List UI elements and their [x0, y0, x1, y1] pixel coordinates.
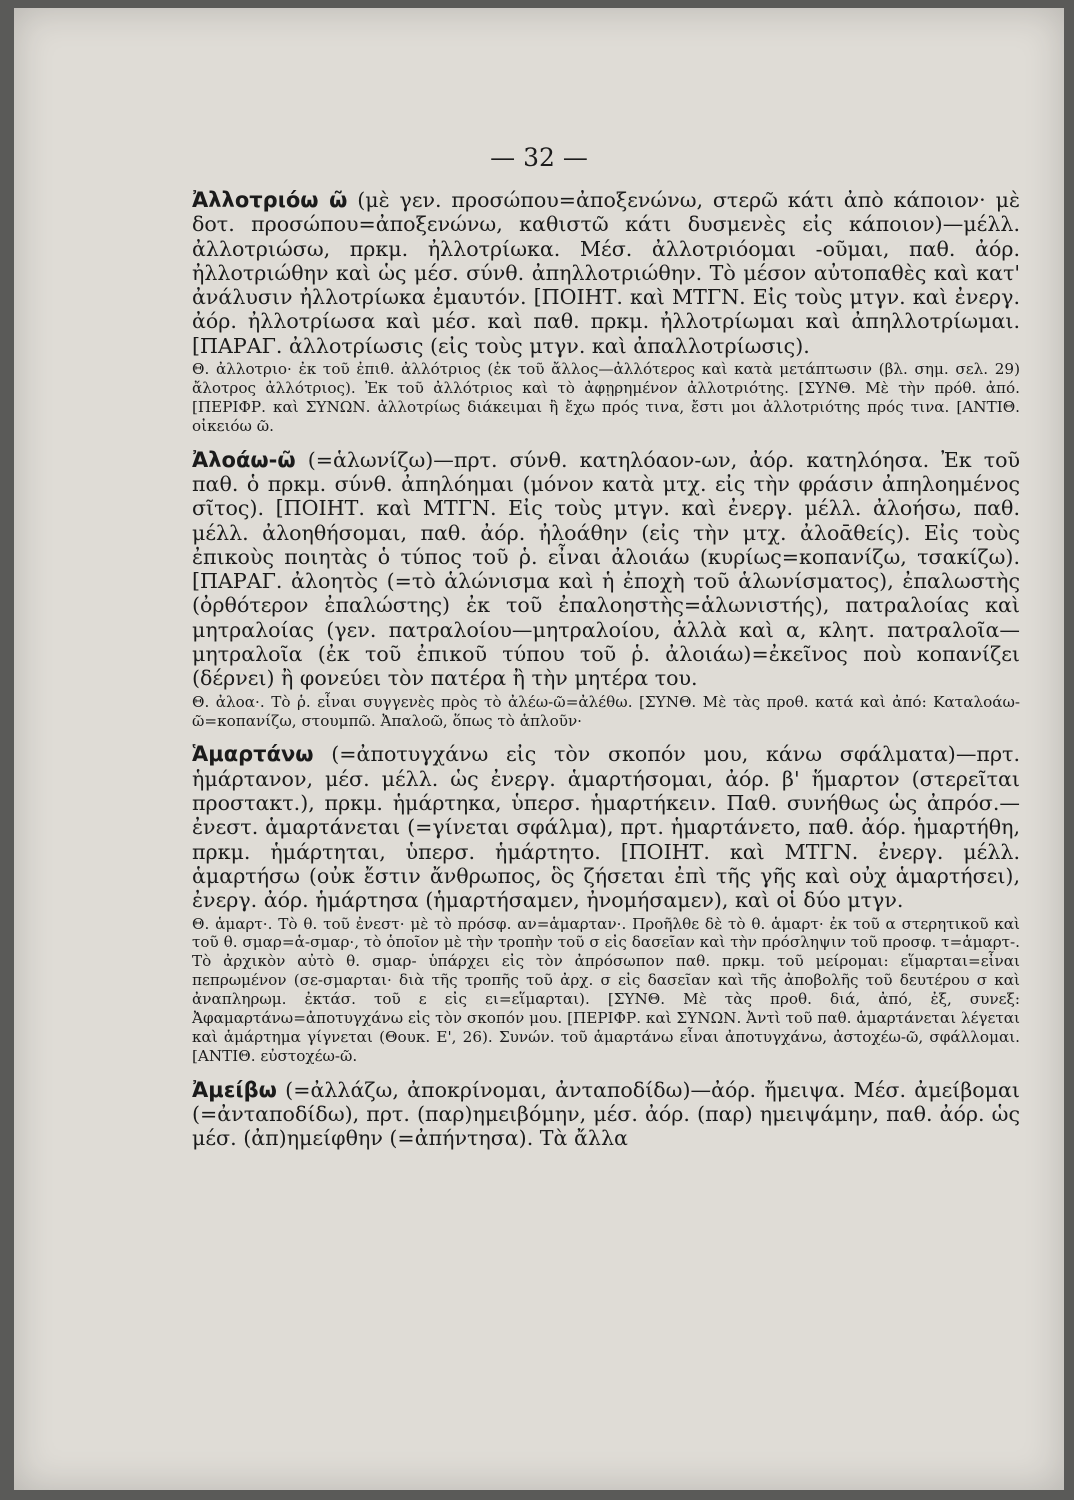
page-sheet: [14, 8, 1064, 1490]
entry-text: (μὲ γεν. προσώπου=ἀποξενώνω, στερῶ κάτι ἀπὸ κάποιον· μὲ δοτ. προσώπου=ἀποξενώνω, καθιστῶ κάτι δυσμενὲς εἰς κάποιον)—μέλλ. ἀλλοτριώσω, πρκμ. ἠλλοτρίωκα. Μέσ. ἀλλοτριόομαι -οῦμαι, παθ. ἀόρ. ἠλλοτριώθην καὶ ὡς μέσ. σύνθ. ἀπηλλοτριώθην. Τὸ μέσον αὐτοπαθὲς καὶ κατ' ἀνάλυσιν ἠλλοτρίωκα ἐμαυτόν. [ΠΟΙΗΤ. καὶ ΜΤΓΝ. Εἰς τοὺς μτγν. καὶ ἐνεργ. ἀόρ. ἠλλοτρίωσα καὶ μέσ. καὶ παθ. πρκμ. ἠλλοτρίωμαι καὶ ἀπηλλοτρίωμαι. [ΠΑΡΑΓ. ἀλλοτρίωσις (εἰς τοὺς μτγν. καὶ ἀπαλλοτρίωσις).: [192, 188, 1020, 358]
entry-text: (=ἁλωνίζω)—πρτ. σύνθ. κατηλόαον-ων, ἀόρ. κατηλόησα. Ἐκ τοῦ παθ. ὁ πρκμ. σύνθ. ἀπηλόημαι (μόνον κατὰ μτχ. εἰς τὴν φράσιν ἀπηλοημένος σῖτος). [ΠΟΙΗΤ. καὶ ΜΤΓΝ. Εἰς τοὺς μτγν. καὶ ἐνεργ. μέλλ. ἀλοήσω, παθ. μέλλ. ἀλοηθήσομαι, παθ. ἀόρ. ἠλοάθην (εἰς τὴν μτχ. ἀλοᾱθείς). Εἰς τοὺς ἐπικοὺς ποιητὰς ὁ τύπος τοῦ ῥ. εἶναι ἀλοιάω (κυρίως=κοπανίζω, τσακίζω). [ΠΑΡΑΓ. ἀλοητὸς (=τὸ ἁλώνισμα καὶ ἡ ἐποχὴ τοῦ ἁλωνίσματος), ἐπαλωστὴς (ὀρθότερον ἐπαλώστης) ἐκ τοῦ ἐπαλοηστὴς=ἁλωνιστής), πατραλοίας καὶ μητραλοίας (γεν. πατραλοίου—μητραλοίου, ἀλλὰ καὶ α, κλητ. πατραλοῖα—μητραλοῖα (ἐκ τοῦ ἐπικοῦ τύπου τοῦ ῥ. ἀλοιάω)=ἐκεῖνος ποὺ κοπανίζει (δέρνει) ἢ φονεύει τὸν πατέρα ἢ τὴν μητέρα του.: [192, 447, 1020, 691]
page-body: [192, 188, 1020, 1151]
headword: Ἁμαρτάνω: [192, 742, 314, 767]
headword: Ἀλοάω-ῶ: [192, 447, 296, 472]
headword: Ἀμείβω: [192, 1077, 277, 1102]
entry-ameibo: [192, 1078, 1020, 1151]
entry-text: (=ἀλλάζω, ἀποκρίνομαι, ἀνταποδίδω)—ἀόρ. ἤμειψα. Μέσ. ἀμείβομαι (=ἀνταποδίδω), πρτ. (παρ)ημειβόμην, μέσ. ἀόρ. (παρ) ημειψάμην, παθ. ἀόρ. ὡς μέσ. (ἀπ)ημείφθην (=ἀπήντησα). Τὰ ἄλλα: [192, 1077, 1021, 1151]
entry-text: (=ἀποτυγχάνω εἰς τὸν σκοπόν μου, κάνω σφάλματα)—πρτ. ἡμάρτανον, μέσ. μέλλ. ὡς ἐνεργ. ἁμαρτήσομαι, ἀόρ. β' ἥμαρτον (στερεῖται προστακτ.), πρκμ. ἡμάρτηκα, ὑπερσ. ἡμαρτήκειν. Παθ. συνήθως ὡς ἀπρόσ.—ἐνεστ. ἁμαρτάνεται (=γίνεται σφάλμα), πρτ. ἡμαρτάνετο, παθ. ἀόρ. ἡμαρτήθη, πρκμ. ἡμάρτηται, ὑπερσ. ἡμάρτητο. [ΠΟΙΗΤ. καὶ ΜΤΓΝ. ἐνεργ. μέλλ. ἁμαρτήσω (οὐκ ἔστιν ἄνθρωπος, ὃς ζήσεται ἐπὶ τῆς γῆς καὶ οὐχ ἁμαρτήσει), ἐνεργ. ἀόρ. ἡμάρτησα (ἡμαρτήσαμεν, ἠνομήσαμεν), καὶ οἱ δύο μτγν.: [192, 742, 1021, 913]
entry-aloao: [192, 448, 1020, 691]
headword: Ἀλλοτριόω ῶ: [192, 188, 348, 212]
etymology-note: Θ. ἀλλοτριο· ἐκ τοῦ ἐπιθ. ἀλλότριος (ἐκ τοῦ ἄλλος—ἀλλότερος καὶ κατὰ μετάπτωσιν (βλ. σημ. σελ. 29) ἄλοτρος ἀλλότριος). Ἐκ τοῦ ἀλλότριος καὶ τὸ ἀφῃρημένον ἀλλοτριότης. [ΣΥΝΘ. Μὲ τὴν πρόθ. ἀπό. [ΠΕΡΙΦΡ. καὶ ΣΥΝΩΝ. ἀλλοτρίως διάκειμαι ἢ ἔχω πρός τινα, ἔστι μοι ἀλλοτριότης πρός τινα. [ΑΝΤΙΘ. οἰκειόω ῶ.: [192, 360, 1020, 435]
entry-hamartano: [192, 742, 1020, 912]
entry-allotrioo: [192, 188, 1020, 358]
etymology-note: Θ. ἁμαρτ·. Τὸ θ. τοῦ ἐνεστ· μὲ τὸ πρόσφ. αν=ἁμαρταν·. Προῆλθε δὲ τὸ θ. ἁμαρτ· ἐκ τοῦ α στερητικοῦ καὶ τοῦ θ. σμαρ=ἁ-σμαρ·, τὸ ὁποῖον μὲ τὴν τροπὴν τοῦ σ εἰς δασεῖαν καὶ τὴν πρόσληψιν τοῦ προσφ. τ=ἁμαρτ-. Τὸ ἀρχικὸν αὐτὸ θ. σμαρ- ὑπάρχει εἰς τὸν ἀπρόσωπον παθ. πρκμ. τοῦ μείρομαι: εἵμαρται=εἶναι πεπρωμένον (σε-σμαρται· διὰ τῆς τροπῆς τοῦ ἀρχ. σ εἰς δασεῖαν καὶ τῆς ἀποβολῆς τοῦ δευτέρου σ καὶ ἀναπληρωμ. ἐκτάσ. τοῦ ε εἰς ει=εἵμαρται). [ΣΥΝΘ. Μὲ τὰς προθ. διά, ἀπό, ἐξ, συνεξ: Ἀφαμαρτάνω=ἀποτυγχάνω εἰς τὸν σκοπόν μου. [ΠΕΡΙΦΡ. καὶ ΣΥΝΩΝ. Ἀντὶ τοῦ παθ. ἁμαρτάνεται λέγεται καὶ ἁμάρτημα γίγνεται (Θουκ. Ε', 26). Συνών. τοῦ ἁμαρτάνω εἶναι ἀποτυγχάνω, ἀστοχέω-ῶ, σφάλλομαι. [ΑΝΤΙΘ. εὐστοχέω-ῶ.: [192, 914, 1020, 1065]
page-number: — 32 —: [490, 143, 588, 172]
etymology-note: Θ. ἀλοα·. Τὸ ῥ. εἶναι συγγενὲς πρὸς τὸ ἀλέω-ῶ=ἀλέθω. [ΣΥΝΘ. Μὲ τὰς προθ. κατά καὶ ἀπό: Καταλοάω-ῶ=κοπανίζω, στουμπῶ. Ἀπαλοῶ, ὅπως τὸ ἁπλοῦν·: [192, 692, 1020, 730]
